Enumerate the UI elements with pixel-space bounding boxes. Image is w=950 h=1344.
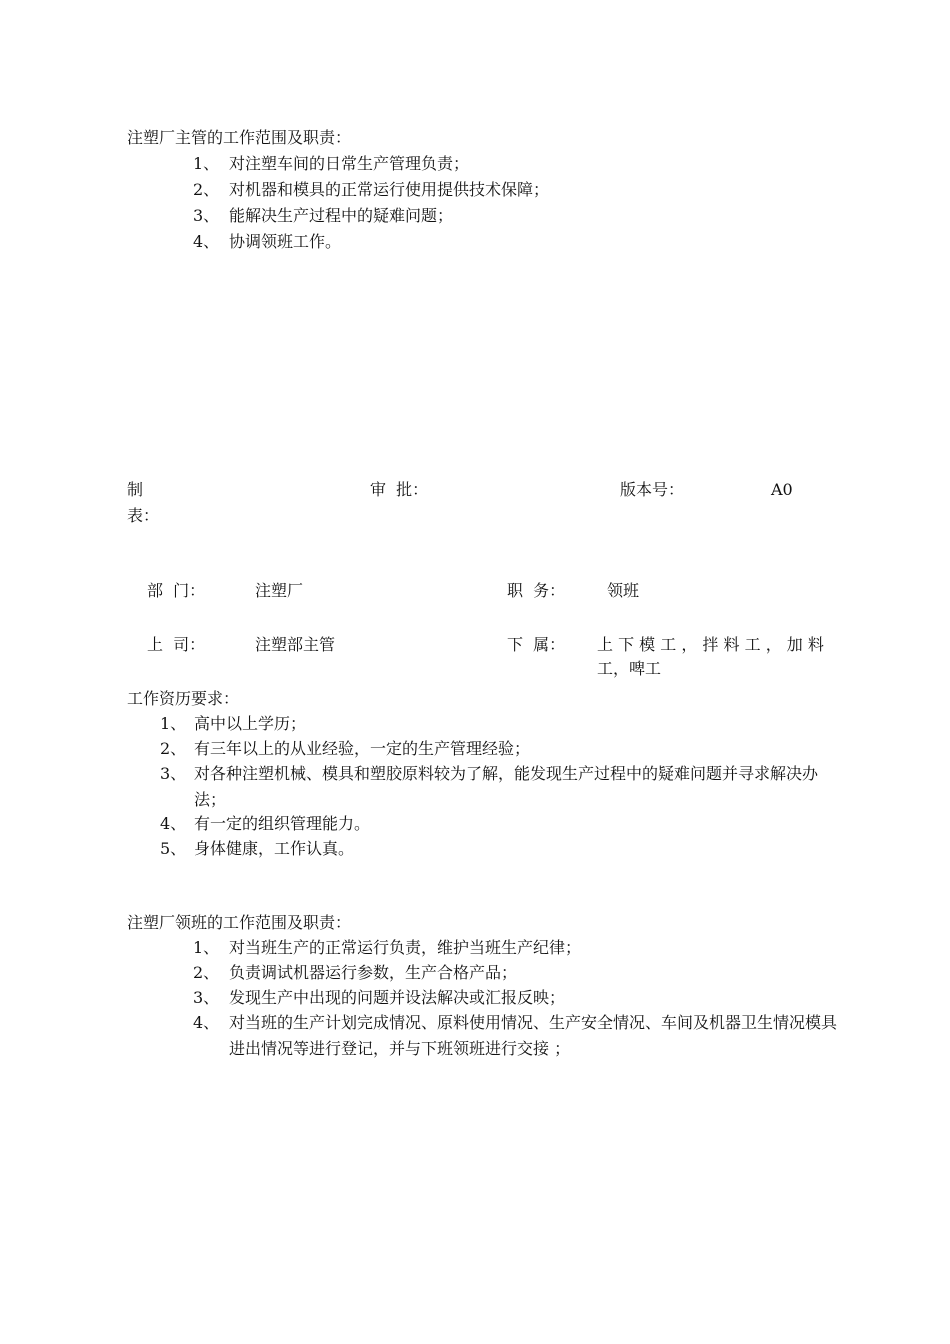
list-item-number: 4、 — [193, 232, 220, 251]
list-item-text: 协调领班工作。 — [229, 232, 342, 251]
list-item — [193, 935, 843, 961]
approve-label: 审 批： — [370, 480, 429, 499]
list-item-number: 4、 — [160, 814, 187, 833]
section2-title: 工作资历要求： — [127, 689, 240, 708]
list-item-text: 对各种注塑机械、模具和塑胶原料较为了解，能发现生产过程中的疑难问题并寻求解决办法； — [194, 764, 819, 809]
list-item-number: 1、 — [193, 154, 220, 173]
list-item-number: 2、 — [193, 180, 220, 199]
section1-title: 注塑厂主管的工作范围及职责： — [127, 128, 352, 147]
list-item-text: 有一定的组织管理能力。 — [194, 814, 371, 833]
version-label: 版本号： — [620, 480, 685, 499]
list-item-text: 对机器和模具的正常运行使用提供技术保障； — [229, 180, 550, 199]
list-item-text: 身体健康，工作认真。 — [194, 839, 355, 858]
list-item — [160, 711, 843, 737]
list-item-number: 2、 — [160, 739, 187, 758]
subordinate-value-continued: 工，啤工 — [597, 659, 662, 678]
dept-value: 注塑厂 — [255, 581, 304, 600]
list-item — [160, 811, 843, 837]
list-item — [193, 151, 843, 177]
position-label: 职 务： — [507, 581, 566, 600]
list-item — [160, 736, 843, 762]
list-item-text: 对注塑车间的日常生产管理负责； — [229, 154, 470, 173]
list-item-text: 有三年以上的从业经验，一定的生产管理经验； — [194, 739, 531, 758]
list-item-text: 发现生产中出现的问题并设法解决或汇报反映； — [229, 988, 566, 1007]
list-item-number: 2、 — [193, 963, 220, 982]
maker-label: 制 — [127, 480, 144, 499]
list-item-text: 对当班生产的正常运行负责，维护当班生产纪律； — [229, 938, 582, 957]
list-item-number: 1、 — [193, 938, 220, 957]
list-item-number: 3、 — [193, 988, 220, 1007]
dept-label: 部 门： — [147, 581, 206, 600]
version-value: A0 — [771, 480, 793, 499]
section3-title: 注塑厂领班的工作范围及职责： — [127, 913, 352, 932]
maker-label-continued: 表： — [127, 506, 160, 525]
subordinate-label: 下 属： — [507, 635, 566, 654]
superior-value: 注塑部主管 — [255, 635, 336, 654]
list-item — [193, 229, 843, 255]
list-item-number: 3、 — [193, 206, 220, 225]
list-item-number: 3、 — [160, 764, 187, 783]
list-item-number: 5、 — [160, 839, 187, 858]
list-item-text: 能解决生产过程中的疑难问题； — [229, 206, 454, 225]
subordinate-value: 上 下 模 工 ， 拌 料 工 ， 加 料 — [597, 635, 824, 654]
position-value: 领班 — [607, 581, 640, 600]
list-item — [193, 1010, 843, 1062]
list-item-number: 4、 — [193, 1013, 220, 1032]
list-item — [193, 203, 843, 229]
list-item-number: 1、 — [160, 714, 187, 733]
list-item-text: 高中以上学历； — [194, 714, 307, 733]
list-item — [160, 836, 843, 862]
list-item — [193, 985, 843, 1011]
list-item — [193, 177, 843, 203]
list-item — [193, 960, 843, 986]
superior-label: 上 司： — [147, 635, 206, 654]
list-item — [160, 761, 843, 813]
list-item-text: 对当班的生产计划完成情况、原料使用情况、生产安全情况、车间及机器卫生情况模具进出情况等进行登记，并与下班领班进行交接 ； — [229, 1013, 838, 1058]
list-item-text: 负责调试机器运行参数，生产合格产品； — [229, 963, 518, 982]
